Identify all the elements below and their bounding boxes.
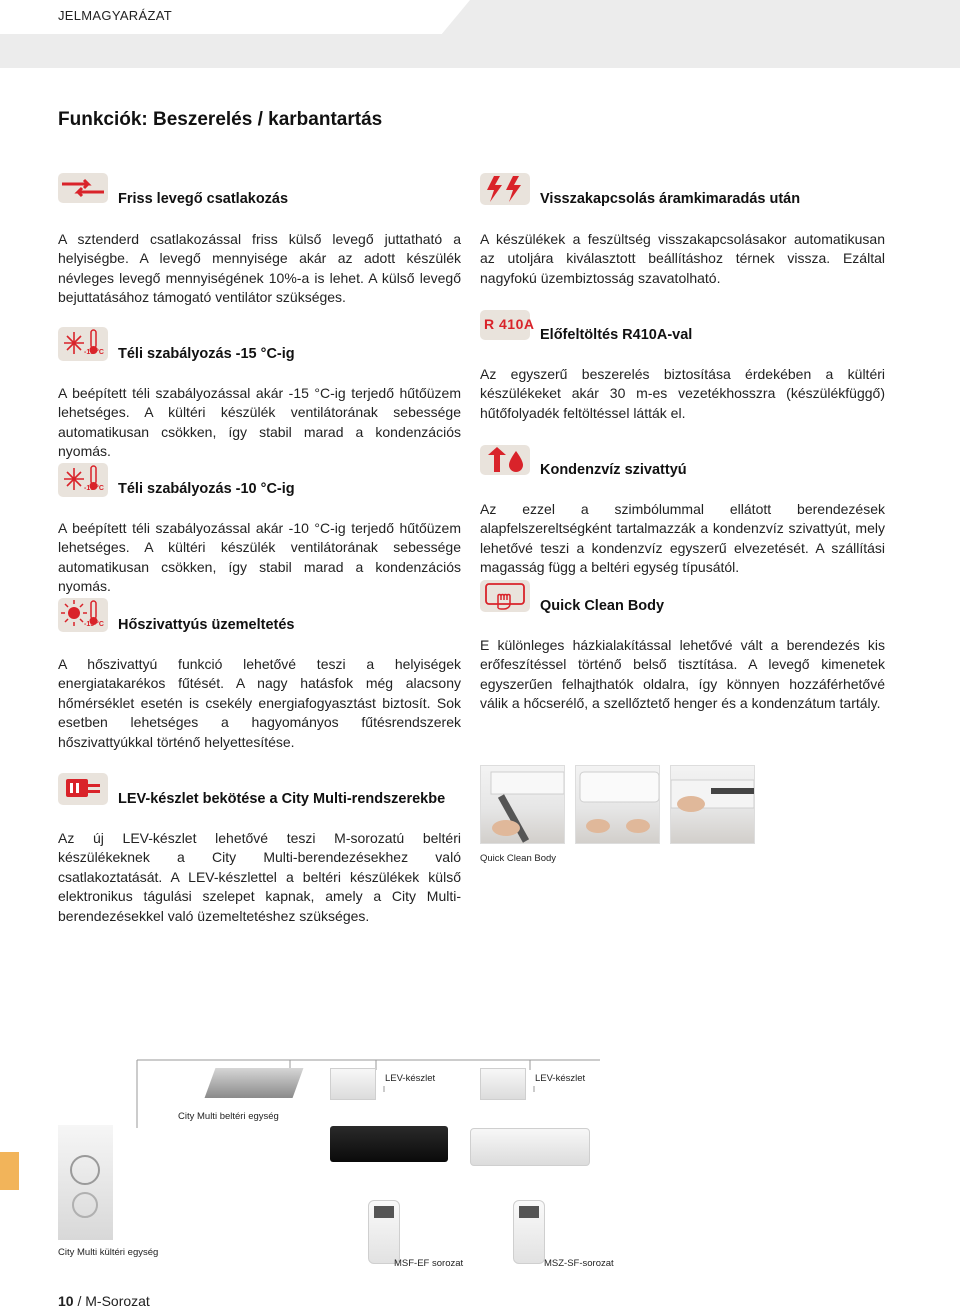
black-wall-unit-image bbox=[330, 1126, 448, 1162]
section-text-winter-15: A beépített téli szabályozással akár -15 °C-ig terjedő hűtőüzem lehetséges. A kültéri készülék ventilátorának sebessége automatikusan csökken, így stabil marad a kondenzációs nyomás. bbox=[58, 385, 461, 460]
ducted-indoor-unit-image bbox=[205, 1068, 304, 1098]
footer-series: M-Sorozat bbox=[85, 1293, 150, 1309]
lev-kit-image-1 bbox=[330, 1068, 376, 1100]
section-text-power-restart: A készülékek a feszültség visszakapcsolásakor automatikusan az utoljára kiválasztott beállításhoz térnek vissza. Ezáltal nagyfokú üzembiztosság szavatolható. bbox=[480, 231, 885, 286]
white-wall-unit-image bbox=[470, 1128, 590, 1166]
section-title-quick-clean: Quick Clean Body bbox=[540, 598, 665, 614]
remote-control-msf-ef-image bbox=[368, 1200, 400, 1264]
section-title-heat-pump: Hőszivattyús üzemeltetés bbox=[118, 617, 295, 633]
section-text-heat-pump: A hőszivattyú funkció lehetővé teszi a helyiségek energiatakarékos fűtését. A nagy hatásfok még alacsony hőmérséklet esetén is csekély energiafogyasztást biztosít. Sok esetben lehetséges a hagyományos fűtésrendszerek hőszivattyúkkal történő helyettesítése. bbox=[58, 656, 461, 750]
section-text-r410a: Az egyszerű beszerelés biztosítása érdekében a kültéri készülékeket akár 30 m-es vezetékhosszra (készülékfüggő) hűtőfolyadék feltöltéssel látták el. bbox=[480, 366, 885, 421]
section-text-lev-kit: Az új LEV-készlet lehetővé teszi M-sorozatú beltéri készülékeknek a City Multi-berendezésekhez való csatlakoztatását. A LEV-készlettel a beltéri készülékek külső elektronikus tágulási szelepet kapnak, amely a City Multi-berendezésekkel való üzemeltetéshez szükséges. bbox=[58, 830, 461, 924]
series-label-msz-sf: MSZ-SF-sorozat bbox=[544, 1258, 614, 1269]
r410a-icon-label: R 410A bbox=[484, 316, 535, 332]
footer bbox=[58, 1293, 150, 1309]
section-text-winter-10: A beépített téli szabályozással akár -10 °C-ig terjedő hűtőüzem lehetséges. A kültéri készülék ventilátorának sebessége automatikusan csökken, így stabil marad a kondenzációs nyomás. bbox=[58, 520, 461, 595]
header-label: JELMAGYARÁZAT bbox=[58, 8, 172, 23]
page-title: Funkciók: Beszerelés / karbantartás bbox=[58, 109, 383, 130]
remote-control-msz-sf-image bbox=[513, 1200, 545, 1264]
section-text-fresh-air: A sztenderd csatlakozással friss külső levegő juttatható a helyiségbe. A levegő mennyisége akár az adott készülék névleges levegő mennyiségének 10%-a is lehet. A külső levegő bejuttatásához támogató ventilátor szükséges. bbox=[58, 231, 461, 306]
footer-separator: / bbox=[73, 1293, 86, 1309]
section-text-condensate-pump: Az ezzel a szimbólummal ellátott berendezések alapfelszereltségként tartalmazzák a kondenzvíz szivattyút, mely lehetővé teszi a kondenzvíz egyszerű elvezetését. A szállítási magasság függ a beltéri egység típusától. bbox=[480, 501, 885, 576]
lev-label-2: LEV-készlet bbox=[535, 1073, 586, 1084]
lev-kit-image-2 bbox=[480, 1068, 526, 1100]
lev-label-1: LEV-készlet bbox=[385, 1073, 436, 1084]
winter-15-icon-label: -15 °C bbox=[84, 349, 104, 356]
outdoor-unit-image bbox=[58, 1125, 113, 1240]
section-title-condensate-pump: Kondenzvíz szivattyú bbox=[540, 462, 687, 478]
section-title-winter-10: Téli szabályozás -10 °C-ig bbox=[118, 481, 295, 497]
page-number: 10 bbox=[58, 1293, 74, 1309]
photo-caption: Quick Clean Body bbox=[480, 853, 557, 864]
series-label-msf-ef: MSF-EF sorozat bbox=[394, 1258, 464, 1269]
section-title-fresh-air: Friss levegő csatlakozás bbox=[118, 191, 289, 207]
section-text-quick-clean: E különleges házkialakítással lehetővé vált a berendezés kis erőfeszítéssel történő belső tisztítása. A levegő kimenetek egyszerűen felhajthatók oldalra, így könnyen hozzáférhetővé válik a hőcserélő, a szellőztető henger és a kondenzátum tartály. bbox=[480, 637, 885, 712]
section-title-lev-kit: LEV-készlet bekötése a City Multi-rendszerekbe bbox=[118, 791, 446, 807]
heat-pump-icon-label: -15 °C bbox=[84, 621, 104, 628]
outdoor-unit-label: City Multi kültéri egység bbox=[58, 1247, 159, 1258]
section-title-r410a: Előfeltöltés R410A-val bbox=[540, 327, 693, 343]
side-page-tab bbox=[0, 1152, 19, 1190]
section-title-power-restart: Visszakapcsolás áramkimaradás után bbox=[540, 191, 801, 207]
winter-10-icon-label: -10 °C bbox=[84, 485, 104, 492]
section-title-winter-15: Téli szabályozás -15 °C-ig bbox=[118, 346, 295, 362]
indoor-unit-label: City Multi beltéri egység bbox=[178, 1111, 279, 1122]
